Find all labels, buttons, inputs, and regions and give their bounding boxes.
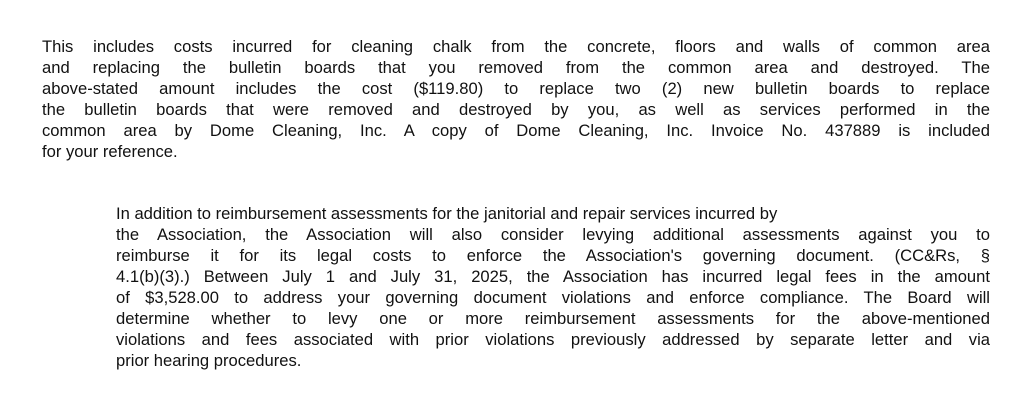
text-line: the Association, the Association will also consider levying additional assessments against you to [116, 225, 990, 244]
text-line: above-stated amount includes the cost ($119.80) to replace two (2) new bulletin boards to replace [42, 79, 990, 98]
text-line: for your reference. [42, 142, 178, 161]
paragraph-legal-costs [42, 203, 990, 371]
text-line: In addition to reimbursement assessments for the janitorial and repair services incurred by [116, 204, 778, 223]
text-line: the bulletin boards that were removed and destroyed by you, as well as services performed in the [42, 100, 990, 119]
text-line: common area by Dome Cleaning, Inc. A copy of Dome Cleaning, Inc. Invoice No. 437889 is included [42, 121, 990, 140]
paragraph-cleaning-costs [42, 36, 990, 162]
text-line: 4.1(b)(3).) Between July 1 and July 31, 2025, the Association has incurred legal fees in the amount [116, 267, 990, 286]
text-line: and replacing the bulletin boards that you removed from the common area and destroyed. The [42, 58, 990, 77]
text-line: violations and fees associated with prior violations previously addressed by separate letter and via [116, 330, 990, 349]
text-line: reimburse it for its legal costs to enforce the Association's governing document. (CC&Rs, § [116, 246, 990, 265]
text-line: of $3,528.00 to address your governing document violations and enforce compliance. The Board will [116, 288, 990, 307]
text-line: determine whether to levy one or more reimbursement assessments for the above-mentioned [116, 309, 990, 328]
text-line: This includes costs incurred for cleaning chalk from the concrete, floors and walls of common area [42, 37, 990, 56]
text-line: prior hearing procedures. [116, 351, 302, 370]
